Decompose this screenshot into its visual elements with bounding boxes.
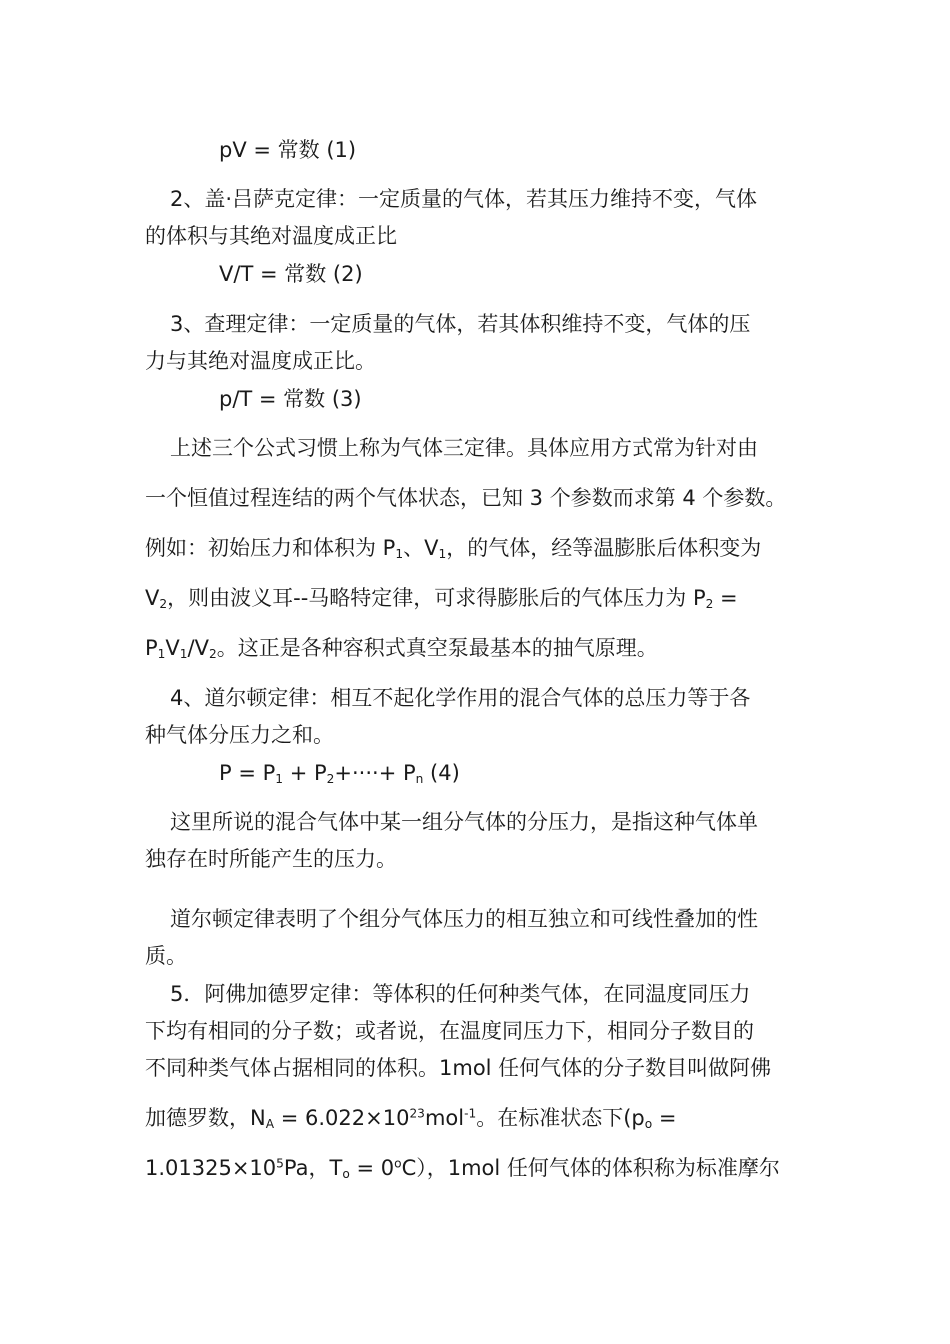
text-line-8: 上述三个公式习惯上称为气体三定律。具体应用方式常为针对由 — [170, 436, 758, 460]
text-line-2: 2、盖·吕萨克定律：一定质量的气体，若其压力维持不变，气体 — [170, 187, 758, 211]
text-line-7: p/T = 常数 (3) — [219, 387, 362, 411]
text-line-11: $V_2$，则由波义耳--马略特定律，可求得膨胀后的气体压力为 $P_2$ = — [145, 586, 738, 612]
text-line-3: 的体积与其绝对温度成正比 — [145, 224, 397, 248]
text-line-23: 加德罗数，$N_A = 6.022\times 10^{23}mol^{-1}$。在标准状态下($p_o$ = — [145, 1106, 677, 1132]
text-line-19: 质。 — [145, 944, 187, 968]
text-line-15: $P = P_1 + P_2+\cdot\cdot\cdot\cdot+ P_n$ (4) — [219, 761, 460, 787]
text-line-4: V/T = 常数 (2) — [219, 262, 363, 286]
text-line-13: 4、道尔顿定律：相互不起化学作用的混合气体的总压力等于各 — [170, 686, 751, 710]
text-line-12: $P_1V_1/V_2$。这正是各种容积式真空泵最基本的抽气原理。 — [145, 636, 658, 662]
text-line-6: 力与其绝对温度成正比。 — [145, 349, 376, 373]
text-line-17: 独存在时所能产生的压力。 — [145, 847, 397, 871]
text-line-1: pV = 常数 (1) — [219, 138, 357, 162]
text-line-24: $1.01325\times 10^5Pa$，$T_o = 0^oC$），1mol 任何气体的体积称为标准摩尔 — [145, 1156, 780, 1182]
text-line-18: 道尔顿定律表明了个组分气体压力的相互独立和可线性叠加的性 — [170, 907, 758, 931]
text-line-9: 一个恒值过程连结的两个气体状态，已知 3 个参数而求第 4 个参数。 — [145, 486, 787, 510]
text-line-14: 种气体分压力之和。 — [145, 723, 334, 747]
text-line-20: 5．阿佛加德罗定律：等体积的任何种类气体，在同温度同压力 — [170, 982, 751, 1006]
text-line-22: 不同种类气体占据相同的体积。1mol 任何气体的分子数目叫做阿佛 — [145, 1056, 772, 1080]
text-line-5: 3、查理定律：一定质量的气体，若其体积维持不变，气体的压 — [170, 312, 751, 336]
text-line-10: 例如：初始压力和体积为 $P_1$、$V_1$，的气体，经等温膨胀后体积变为 — [145, 536, 762, 562]
text-line-21: 下均有相同的分子数；或者说，在温度同压力下，相同分子数目的 — [145, 1019, 754, 1043]
text-line-16: 这里所说的混合气体中某一组分气体的分压力，是指这种气体单 — [170, 810, 758, 834]
